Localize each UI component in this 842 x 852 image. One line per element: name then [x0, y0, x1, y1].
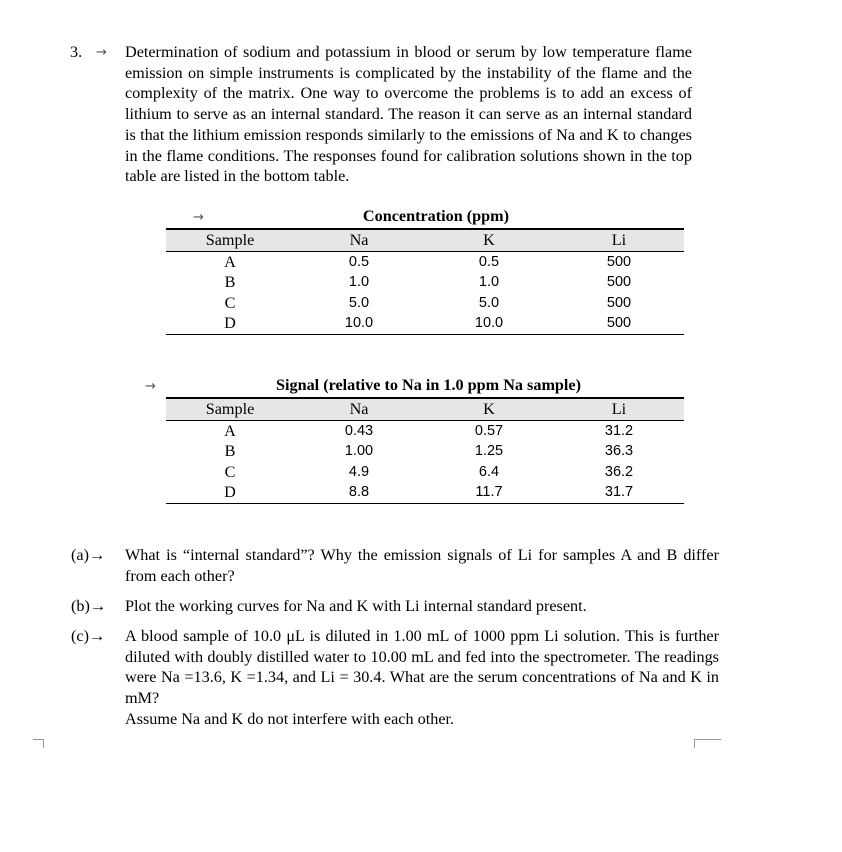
page-margin-corner-right	[694, 739, 721, 748]
table-cell: 500	[606, 253, 632, 270]
table2-caption: Signal (relative to Na in 1.0 ppm Na sample)	[275, 376, 582, 394]
table-cell: C	[224, 462, 236, 481]
table1-caption: Concentration (ppm)	[362, 207, 510, 225]
table-row	[166, 441, 684, 462]
tab-arrow-icon: →	[145, 379, 156, 394]
table-header-row	[166, 398, 684, 420]
table-cell: 1.0	[348, 274, 370, 290]
column-header: Sample	[166, 398, 294, 420]
question-b	[71, 596, 719, 617]
question-c-label: (c)→	[71, 627, 106, 645]
table-cell: 500	[606, 274, 632, 290]
table-cell: 10.0	[424, 313, 554, 334]
table-row	[166, 313, 684, 334]
table-cell: 11.7	[424, 482, 554, 503]
table-cell: 1.00	[344, 443, 374, 459]
table-cell: 0.5	[478, 253, 500, 270]
question-c-text: A blood sample of 10.0 μL is diluted in 1.00 mL of 1000 ppm Li solution. This is further diluted with doubly distilled water to 10.00 mL and fed into the spectrometer. The readings were Na =13.6, K =1.34, and Li = 30.4. What are the serum concentrations of Na and K in mM?	[125, 627, 719, 708]
table-row	[166, 293, 684, 314]
table-cell: C	[224, 293, 236, 312]
table-cell: D	[166, 482, 294, 503]
page-margin-corner-left	[33, 739, 44, 748]
table-cell: 500	[606, 294, 632, 311]
column-header: Sample	[166, 229, 294, 251]
table-cell: 1.25	[474, 443, 504, 459]
question-b-text: Plot the working curves for Na and K with Li internal standard present.	[125, 597, 587, 615]
table-cell: 5.0	[348, 294, 370, 311]
table-cell: A	[224, 421, 236, 440]
signal-table	[166, 397, 684, 504]
table-cell: D	[166, 313, 294, 334]
column-header: Li	[554, 229, 684, 251]
table-cell: B	[224, 273, 236, 291]
table-header-row	[166, 229, 684, 251]
table-cell: 4.9	[348, 463, 370, 480]
table-cell: 500	[554, 313, 684, 334]
tab-arrow-icon: →	[96, 45, 107, 60]
table-row	[166, 462, 684, 483]
table-cell: 6.4	[478, 463, 500, 480]
table-row	[166, 482, 684, 503]
table-cell: 8.8	[294, 482, 424, 503]
table-row	[166, 251, 684, 272]
question-a-label: (a)→	[71, 546, 106, 564]
table-cell: 31.2	[604, 422, 634, 439]
column-header: Na	[294, 229, 424, 251]
table-cell: 5.0	[478, 294, 500, 311]
question-b-label: (b)→	[71, 597, 107, 615]
table-cell: 10.0	[294, 313, 424, 334]
table-cell: A	[224, 252, 236, 271]
column-header: K	[424, 398, 554, 420]
column-header: K	[424, 229, 554, 251]
table-cell: 36.2	[604, 463, 634, 480]
table-row	[166, 420, 684, 441]
table-cell: B	[224, 442, 236, 460]
table-cell: 0.5	[348, 253, 370, 270]
tab-arrow-icon: →	[193, 210, 204, 225]
concentration-table	[166, 228, 684, 335]
table-cell: 36.3	[604, 443, 634, 459]
table-cell: 31.7	[554, 482, 684, 503]
column-header: Na	[294, 398, 424, 420]
table-cell: 1.0	[478, 274, 500, 290]
table-cell: 0.43	[344, 422, 374, 439]
question-a-text: What is “internal standard”? Why the emission signals of Li for samples A and B differ from each other?	[125, 546, 719, 585]
table-cell: 0.57	[474, 422, 504, 439]
question-a	[71, 545, 719, 586]
column-header: Li	[554, 398, 684, 420]
question-intro-paragraph: Determination of sodium and potassium in blood or serum by low temperature flame emission on simple instruments is complicated by the instability of the flame and the complexity of the matrix. One way to overcome the problems is to add an excess of lithium to serve as an internal standard. The reason it can serve as an internal standard is that the lithium emission responds similarly to the emissions of Na and K to changes in the flame conditions. The responses found for calibration solutions shown in the top table are listed in the bottom table.	[125, 43, 692, 186]
question-c	[71, 626, 719, 709]
question-number: 3.	[70, 43, 83, 61]
table-row	[166, 272, 684, 293]
question-c-assumption: Assume Na and K do not interfere with each other.	[125, 710, 455, 728]
